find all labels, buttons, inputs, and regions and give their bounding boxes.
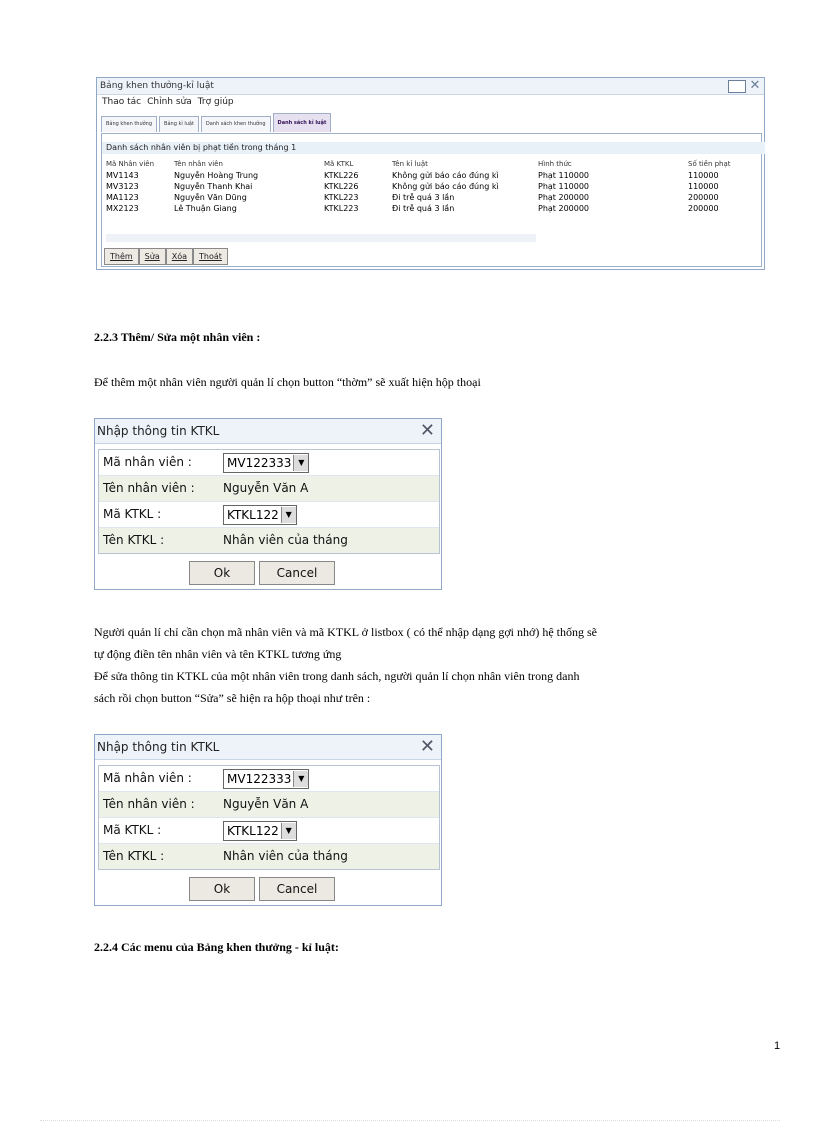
ma-nhan-vien-combobox[interactable] bbox=[223, 453, 309, 473]
ten-nhan-vien-value: Nguyễn Văn A bbox=[223, 797, 309, 811]
ma-nhan-vien-label: Mã nhân viên : bbox=[103, 771, 192, 785]
tab-danh-sach-khen-thuong[interactable]: Danh sách khen thưởng bbox=[201, 116, 271, 132]
form-row bbox=[99, 818, 439, 844]
col-ma-nhan-vien[interactable]: Mã Nhân viên bbox=[106, 160, 155, 168]
cell: Phạt 110000 bbox=[538, 171, 590, 180]
maximize-icon[interactable] bbox=[728, 80, 746, 93]
ok-button[interactable]: Ok bbox=[189, 561, 255, 585]
col-hinh-thuc[interactable]: Hình thức bbox=[538, 160, 572, 168]
col-ten-nhan-vien[interactable]: Tên nhân viên bbox=[174, 160, 223, 168]
form-row bbox=[99, 844, 439, 869]
close-icon[interactable]: ✕ bbox=[749, 78, 761, 93]
table-row[interactable] bbox=[104, 203, 750, 214]
cell: MX2123 bbox=[106, 204, 139, 213]
col-ten-ki-luat[interactable]: Tên kỉ luật bbox=[392, 160, 428, 168]
page-number: 1 bbox=[774, 1040, 781, 1052]
xoa-button[interactable]: Xóa bbox=[166, 248, 193, 265]
action-buttons bbox=[104, 248, 228, 265]
combobox-value: KTKL122 bbox=[227, 824, 279, 838]
chevron-down-icon[interactable]: ▼ bbox=[281, 823, 296, 839]
ok-button[interactable]: Ok bbox=[189, 877, 255, 901]
form-row bbox=[99, 792, 439, 818]
cell: 110000 bbox=[688, 182, 719, 191]
cell: Lê Thuận Giang bbox=[174, 204, 237, 213]
form-row bbox=[99, 502, 439, 528]
menu-thao-tac[interactable]: Thao tác bbox=[102, 97, 142, 107]
form-row bbox=[99, 450, 439, 476]
cell: KTKL226 bbox=[324, 171, 359, 180]
dialog-title-bar bbox=[95, 419, 441, 444]
table-header-row bbox=[104, 159, 750, 170]
dialog-form bbox=[98, 449, 440, 554]
dialog-form bbox=[98, 765, 440, 870]
cell: Phạt 200000 bbox=[538, 193, 590, 202]
cell: Nguyễn Thanh Khai bbox=[174, 182, 253, 191]
ten-ktkl-value: Nhân viên của tháng bbox=[223, 849, 348, 863]
cell: MV1143 bbox=[106, 171, 139, 180]
close-icon[interactable]: ✕ bbox=[419, 420, 435, 441]
table-row[interactable] bbox=[104, 192, 750, 203]
discipline-table bbox=[104, 159, 750, 214]
combobox-value: MV122333 bbox=[227, 772, 292, 786]
table-row[interactable] bbox=[104, 181, 750, 192]
tab-danh-sach-ki-luat[interactable]: Danh sách kỉ luật bbox=[273, 113, 332, 132]
menu-tro-giup[interactable]: Trợ giúp bbox=[197, 97, 234, 107]
cell: 200000 bbox=[688, 204, 719, 213]
ma-ktkl-combobox[interactable] bbox=[223, 505, 297, 525]
dialog-title: Nhập thông tin KTKL bbox=[97, 740, 220, 754]
paragraph-listbox-1: Người quản lí chỉ cần chọn mã nhân viên và mã KTKL ở listbox ( có thể nhập dạng gợi nhớ) hệ thống sẽ bbox=[94, 625, 597, 639]
window-title-bar bbox=[97, 78, 764, 95]
cell: KTKL223 bbox=[324, 204, 359, 213]
cell: Nguyễn Văn Dũng bbox=[174, 193, 247, 202]
menu-chinh-sua[interactable]: Chỉnh sửa bbox=[147, 97, 192, 107]
cancel-button[interactable]: Cancel bbox=[259, 561, 335, 585]
cell: 110000 bbox=[688, 171, 719, 180]
chevron-down-icon[interactable]: ▼ bbox=[281, 507, 296, 523]
cell: MA1123 bbox=[106, 193, 139, 202]
cell: Đi trễ quá 3 lần bbox=[392, 204, 455, 213]
them-button[interactable]: Thêm bbox=[104, 248, 139, 265]
tab-panel bbox=[101, 133, 762, 267]
menu-bar bbox=[97, 95, 764, 109]
cell: KTKL226 bbox=[324, 182, 359, 191]
form-row bbox=[99, 766, 439, 792]
paragraph-edit-1: Để sửa thông tin KTKL của một nhân viên trong danh sách, người quản lí chọn nhân viên trong danh bbox=[94, 669, 580, 683]
col-ma-ktkl[interactable]: Mã KTKL bbox=[324, 160, 354, 168]
ten-ktkl-label: Tên KTKL : bbox=[103, 849, 165, 863]
panel-title: Danh sách nhân viên bị phạt tiền trong tháng 1 bbox=[102, 142, 765, 154]
window-controls bbox=[728, 79, 762, 93]
cell: Đi trễ quá 3 lần bbox=[392, 193, 455, 202]
cell: MV3123 bbox=[106, 182, 139, 191]
cell: Phạt 200000 bbox=[538, 204, 590, 213]
ma-ktkl-label: Mã KTKL : bbox=[103, 507, 162, 521]
cell: Không gửi báo cáo đúng kì bbox=[392, 182, 499, 191]
horizontal-scrollbar[interactable] bbox=[106, 234, 536, 242]
form-row bbox=[99, 476, 439, 502]
ten-nhan-vien-label: Tên nhân viên : bbox=[103, 797, 195, 811]
chevron-down-icon[interactable]: ▼ bbox=[293, 455, 308, 471]
ten-nhan-vien-label: Tên nhân viên : bbox=[103, 481, 195, 495]
combobox-value: KTKL122 bbox=[227, 508, 279, 522]
dialog-title-bar bbox=[95, 735, 441, 760]
paragraph-edit-2: sách rồi chọn button “Sửa” sẽ hiện ra hộp thoại như trên : bbox=[94, 691, 371, 705]
ma-ktkl-combobox[interactable] bbox=[223, 821, 297, 841]
form-row bbox=[99, 528, 439, 553]
cell: 200000 bbox=[688, 193, 719, 202]
dialog-title: Nhập thông tin KTKL bbox=[97, 424, 220, 438]
combobox-value: MV122333 bbox=[227, 456, 292, 470]
ma-ktkl-label: Mã KTKL : bbox=[103, 823, 162, 837]
paragraph-add: Để thêm một nhân viên người quản lí chọn button “thờm” sẽ xuất hiện hộp thoại bbox=[94, 375, 481, 389]
cell: Không gửi báo cáo đúng kì bbox=[392, 171, 499, 180]
section-heading-224: 2.2.4 Các menu của Bảng khen thưởng - kỉ luật: bbox=[94, 940, 339, 954]
tab-strip bbox=[101, 116, 331, 132]
ten-ktkl-label: Tên KTKL : bbox=[103, 533, 165, 547]
ten-ktkl-value: Nhân viên của tháng bbox=[223, 533, 348, 547]
ma-nhan-vien-combobox[interactable] bbox=[223, 769, 309, 789]
sua-button[interactable]: Sửa bbox=[139, 248, 166, 265]
ten-nhan-vien-value: Nguyễn Văn A bbox=[223, 481, 309, 495]
ktkl-input-dialog bbox=[94, 734, 442, 906]
cell: Phạt 110000 bbox=[538, 182, 590, 191]
ma-nhan-vien-label: Mã nhân viên : bbox=[103, 455, 192, 469]
table-row[interactable] bbox=[104, 170, 750, 181]
ktkl-input-dialog bbox=[94, 418, 442, 590]
cell: Nguyễn Hoàng Trung bbox=[174, 171, 259, 180]
cell: KTKL223 bbox=[324, 193, 359, 202]
col-so-tien-phat[interactable]: Số tiền phạt bbox=[688, 160, 731, 168]
paragraph-listbox-2: tự động điền tên nhân viên và tên KTKL tương ứng bbox=[94, 647, 342, 661]
close-icon[interactable]: ✕ bbox=[419, 736, 435, 757]
thoat-button[interactable]: Thoát bbox=[193, 248, 228, 265]
tab-bang-ki-luat[interactable]: Bảng kỉ luật bbox=[159, 116, 199, 132]
footer-divider bbox=[40, 1120, 780, 1121]
chevron-down-icon[interactable]: ▼ bbox=[293, 771, 308, 787]
section-heading-223: 2.2.3 Thêm/ Sửa một nhân viên : bbox=[94, 330, 261, 344]
cancel-button[interactable]: Cancel bbox=[259, 877, 335, 901]
window-title: Bảng khen thưởng-kỉ luật bbox=[100, 81, 214, 91]
tab-bang-khen-thuong[interactable]: Bảng khen thưởng bbox=[101, 116, 157, 132]
ktkl-main-window bbox=[96, 77, 765, 270]
